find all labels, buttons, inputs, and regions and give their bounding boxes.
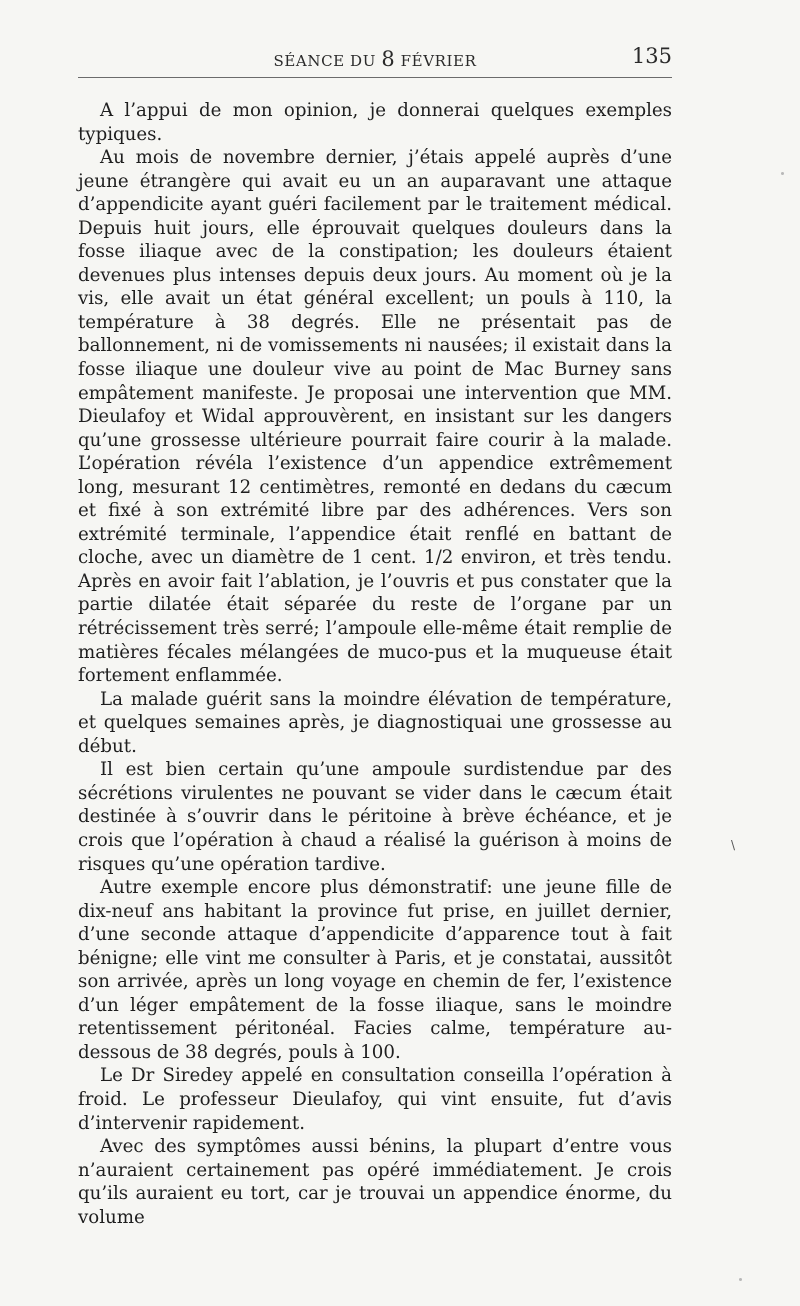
page-number: 135 [631,44,672,68]
paragraph: A l’appui de mon opinion, je donnerai quelques exemples typiques. [78,100,672,145]
paragraph: Le Dr Siredey appelé en consultation conseilla l’opération à froid. Le professeur Dieulafoy, qui vint ensuite, fut d’avis d’intervenir rapidement. [78,1065,672,1134]
paragraph: La malade guérit sans la moindre élévation de température, et quelques semaines après, je diagnostiquai une grossesse au début. [78,688,672,757]
margin-mark: \ [731,838,736,852]
paragraph: Autre exemple encore plus démonstratif: une jeune fille de dix-neuf ans habitant la province fut prise, en juillet dernier, d’une seconde attaque d’appendicite d’apparence tout à fait bénigne; elle vint me consulter à Paris, et je constatai, aussitôt son arrivée, après un long voyage en chemin de fer, l’existence d’un léger empâtement de la fosse iliaque, sans le moindre retentissement péritonéal. Facies calme, température au-dessous de 38 degrés, pouls à 100. [78,877,672,1063]
running-head-post: FÉVRIER [395,52,477,70]
paragraph: Avec des symptômes aussi bénins, la plupart d’entre vous n’auraient certainement pas opéré immédiatement. Je crois qu’ils auraient eu tort, car je trouvai un appendice énorme, du volume [78,1136,672,1228]
paper-speck [739,1278,742,1281]
body-text [78,99,672,1229]
paragraph: Il est bien certain qu’une ampoule surdistendue par des sécrétions virulentes ne pouvant se vider dans le cæcum était destinée à s’ouvrir dans le péritoine à brève échéance, et je crois que l’opération à chaud a réalisé la guérison à moins de risques qu’une opération tardive. [78,759,672,875]
running-head [78,47,672,71]
running-head-day: 8 [381,47,396,71]
paragraph: Au mois de novembre dernier, j’étais appelé auprès d’une jeune étrangère qui avait eu un an auparavant une attaque d’appendicite ayant guéri facilement par le traitement médical. Depuis huit jours, elle éprouvait quelques douleurs dans la fosse iliaque avec de la constipation; les douleurs étaient devenues plus intenses depuis deux jours. Au moment où je la vis, elle avait un état général excellent; un pouls à 110, la température à 38 degrés. Elle ne présentait pas de ballonnement, ni de vomissements ni nausées; il existait dans la fosse iliaque une douleur vive au point de Mac Burney sans empâtement manifeste. Je proposai une intervention que MM. Dieulafoy et Widal approuvèrent, en insistant sur les dangers qu’une grossesse ultérieure pourrait faire courir à la malade. L’opération révéla l’existence d’un appendice extrêmement long, mesurant 12 centimètres, remonté en dedans du cæcum et fixé à son extrémité libre par des adhérences. Vers son extrémité terminale, l’appendice était renflé en battant de cloche, avec un diamètre de 1 cent. 1/2 environ, et très tendu. Après en avoir fait l’ablation, je l’ouvris et pus constater que la partie dilatée était séparée du reste de l’organe par un rétrécissement très serré; l’ampoule elle-même était remplie de matières fécales mélangées de muco-pus et la muqueuse était fortement enflammée. [78,147,672,687]
header-rule [78,77,672,78]
page-header [78,44,672,74]
paper-speck [781,172,784,175]
running-head-pre: SÉANCE DU [273,52,382,70]
